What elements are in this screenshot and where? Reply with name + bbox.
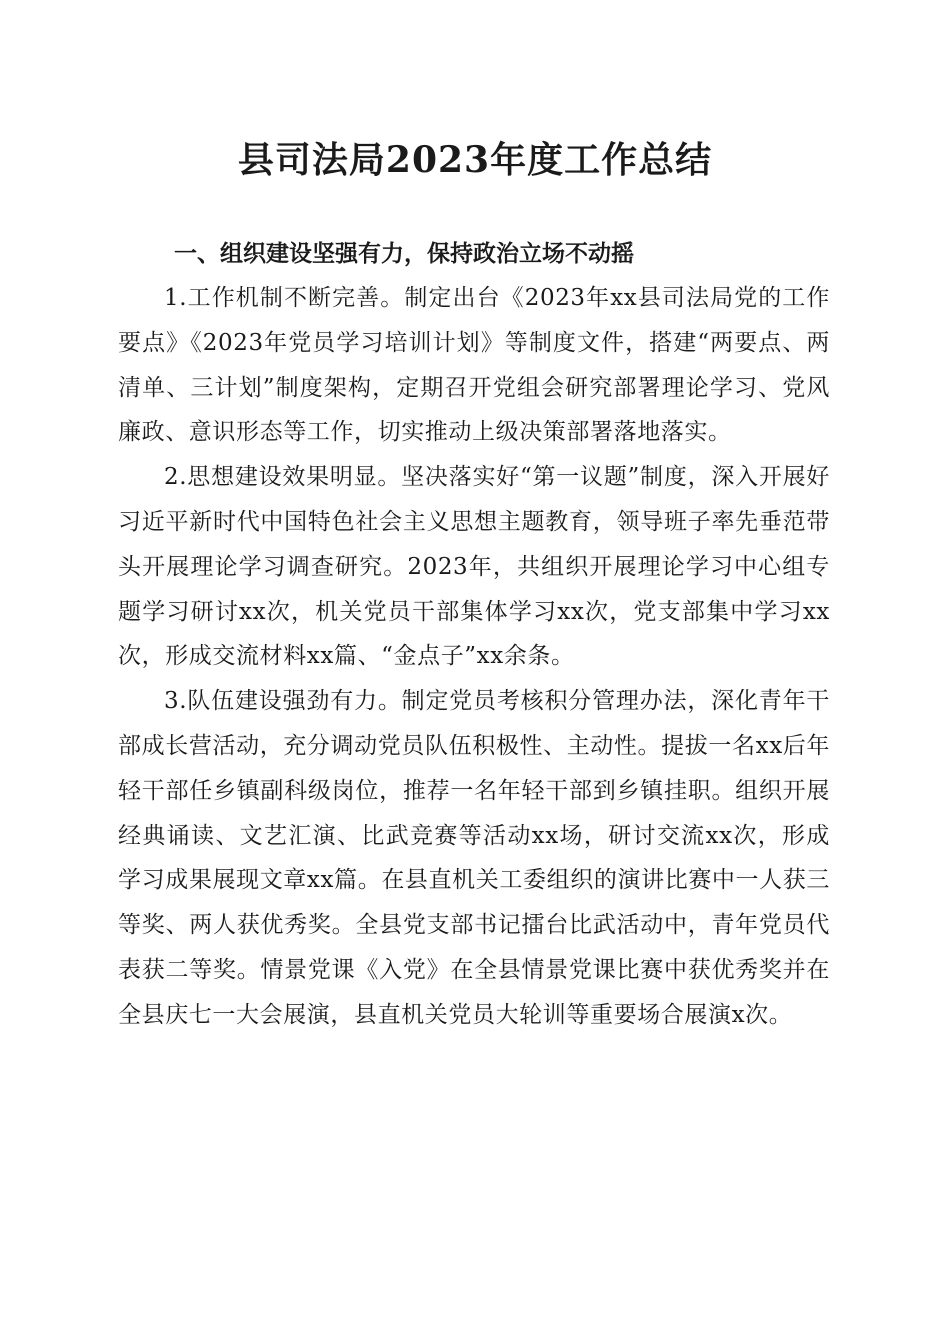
paragraph-team-building: 3.队伍建设强劲有力。制定党员考核积分管理办法，深化青年干部成长营活动，充分调动党员队伍积极性、主动性。提拔一名xx后年轻干部任乡镇副科级岗位，推荐一名年轻干部到乡镇挂职。组织开展经典诵读、文艺汇演、比武竞赛等活动xx场，研讨交流xx次，形成学习成果展现文章xx篇。在县直机关工委组织的演讲比赛中一人获三等奖、两人获优秀奖。全县党支部书记擂台比武活动中，青年党员代表获二等奖。情景党课《入党》在全县情景党课比赛中获优秀奖并在全县庆七一大会展演，县直机关党员大轮训等重要场合展演x次。 bbox=[118, 688, 830, 1028]
paragraph-ideological-building: 2.思想建设效果明显。坚决落实好“第一议题”制度，深入开展好习近平新时代中国特色社会主义思想主题教育，领导班子率先垂范带头开展理论学习调查研究。2023年，共组织开展理论学习中心组专题学习研讨xx次，机关党员干部集体学习xx次，党支部集中学习xx次，形成交流材料xx篇、“金点子”xx余条。 bbox=[118, 464, 830, 670]
paragraph-work-mechanism: 1.工作机制不断完善。制定出台《2023年xx县司法局党的工作要点》《2023年党员学习培训计划》等制度文件，搭建“两要点、两清单、三计划”制度架构，定期召开党组会研究部署理论学习、党风廉政、意识形态等工作，切实推动上级决策部署落地落实。 bbox=[118, 285, 830, 446]
section-body bbox=[118, 276, 830, 1038]
section-heading: 一、组织建设坚强有力，保持政治立场不动摇 bbox=[174, 241, 634, 267]
document-title: 县司法局2023年度工作总结 bbox=[237, 139, 713, 181]
